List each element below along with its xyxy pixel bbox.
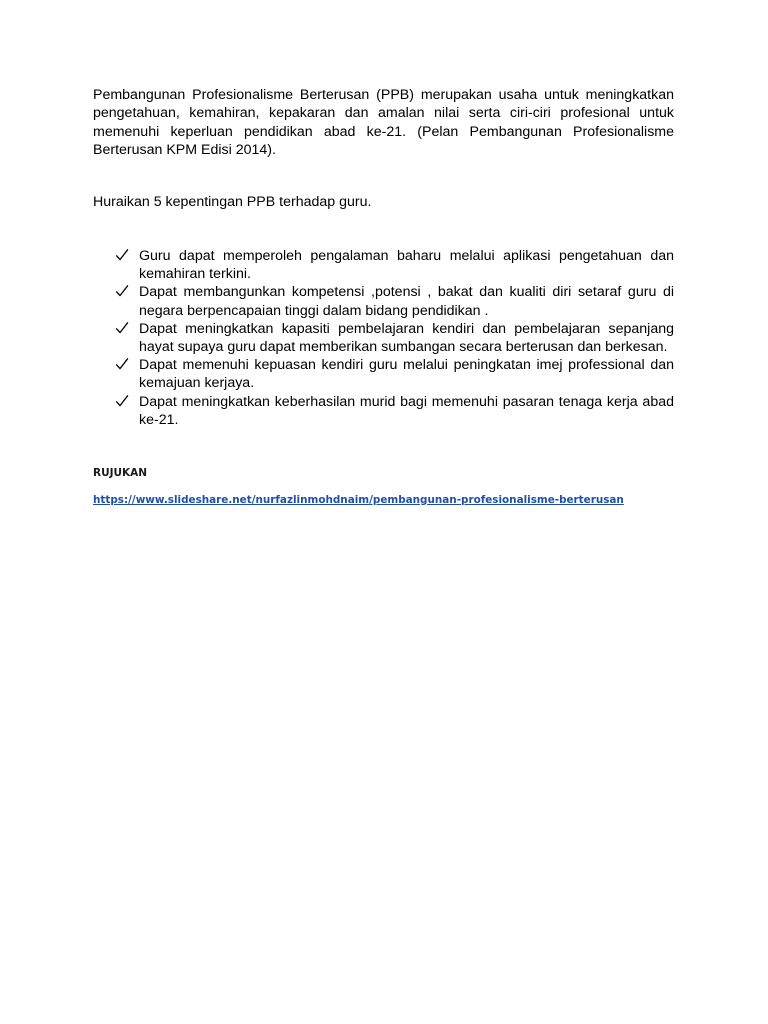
question-text: Huraikan 5 kepentingan PPB terhadap guru.: [93, 193, 372, 210]
document-page: [93, 86, 674, 508]
list-item-text: Dapat meningkatkan kapasiti pembelajaran kendiri dan pembelajaran sepanjang hayat supaya guru dapat memberikan sumbangan secara berterusan dan berkesan.: [139, 320, 674, 356]
checkmark-icon: [115, 394, 129, 410]
list-item-text: Dapat memenuhi kepuasan kendiri guru melalui peningkatan imej professional dan kemajuan kerjaya.: [139, 357, 674, 392]
references-heading: RUJUKAN: [93, 467, 148, 480]
list-item-text: Guru dapat memperoleh pengalaman baharu melalui aplikasi pengetahuan dan kemahiran terkini.: [139, 248, 674, 283]
list-item: [93, 356, 674, 392]
intro-paragraph: Pembangunan Profesionalisme Berterusan (PPB) merupakan usaha untuk meningkatkan pengetahuan, kemahiran, kepakaran dan amalan nilai serta ciri-ciri profesional untuk memenuhi keperluan pendidikan abad ke-21. (Pelan Pembangunan Profesionalisme Berterusan KPM Edisi 2014).: [93, 87, 674, 159]
list-item: [93, 393, 674, 429]
list-item-text: Dapat meningkatkan keberhasilan murid bagi memenuhi pasaran tenaga kerja abad ke-21.: [139, 393, 674, 428]
checkmark-icon: [115, 248, 129, 264]
list-item: [93, 247, 674, 283]
list-item-text: Dapat membangunkan kompetensi ,potensi , bakat dan kualiti diri setaraf guru di negara berpencapaian tinggi dalam bidang pendidikan .: [139, 284, 674, 319]
checkmark-icon: [115, 321, 129, 337]
checkmark-icon: [115, 357, 129, 373]
importance-list: [93, 247, 674, 429]
checkmark-icon: [115, 284, 129, 300]
list-item: [93, 283, 674, 319]
reference-link[interactable]: https://www.slideshare.net/nurfazlinmohdnaim/pembangunan-profesionalisme-berterusan: [93, 494, 624, 507]
list-item: [93, 320, 674, 356]
